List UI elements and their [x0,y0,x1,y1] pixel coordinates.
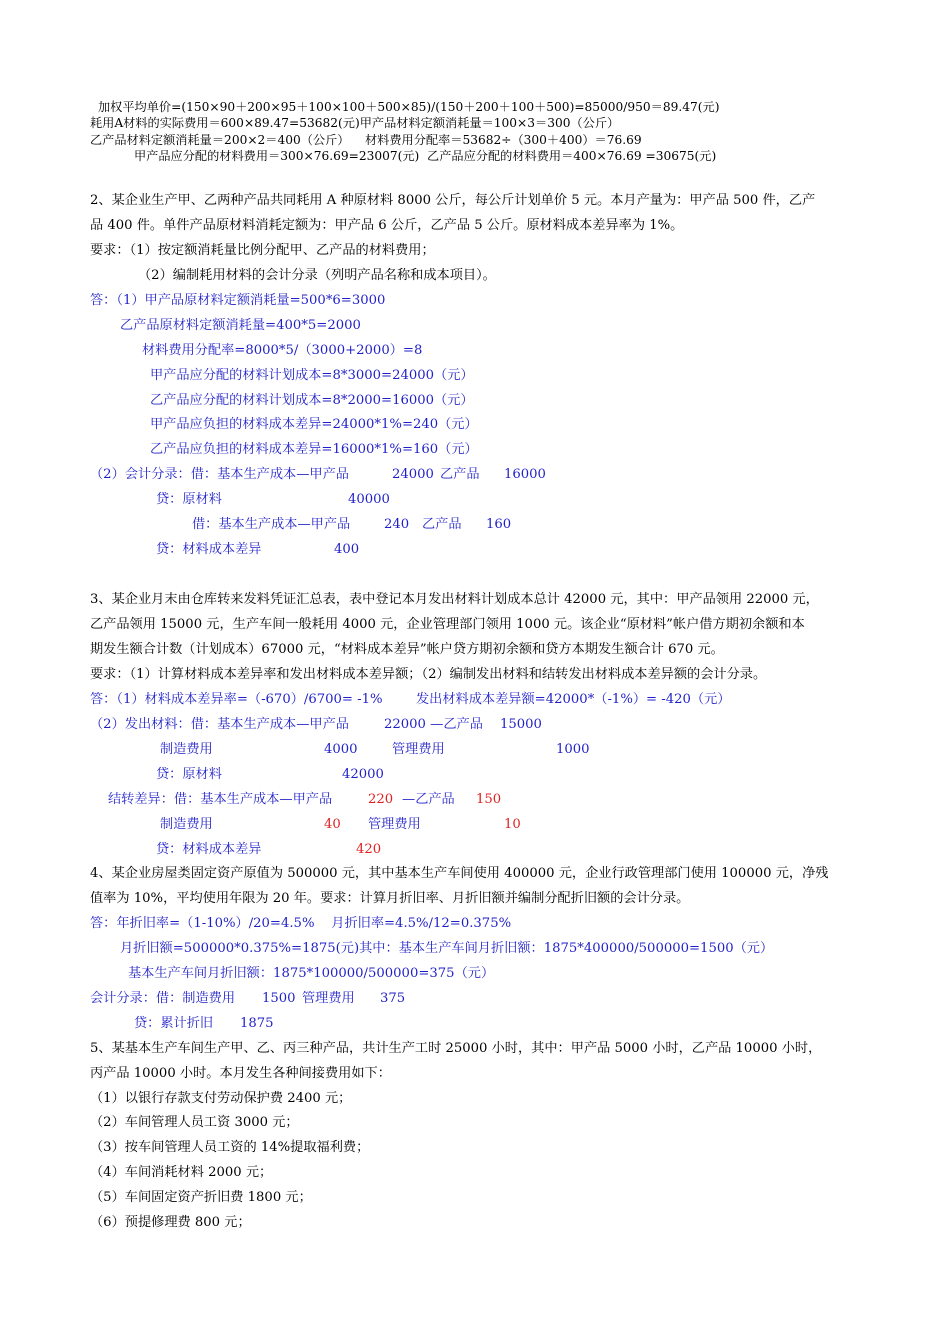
q2-answer-7: 乙产品应负担的材料成本差异=16000*1%=160（元） [150,442,478,457]
q2-text-2: 品 400 件。单件产品原材料消耗定额为：甲产品 6 公斤，乙产品 5 公斤。原材料成本差异率为 1%。 [90,218,684,233]
q2-entry-2-label: 贷：原材料 [156,492,222,507]
q4-answer-4a: 会计分录：借：制造费用 [90,991,236,1006]
q4-answer-5a: 贷：累计折旧 [134,1016,214,1031]
q3-text-1: 3、某企业月末由仓库转来发料凭证汇总表，表中登记本月发出材料计划成本总计 42000 元，其中：甲产品领用 22000 元， [90,592,819,607]
q2-answer-3: 材料费用分配率=8000*5/（3000+2000）=8 [142,343,423,358]
q4-answer-3: 基本生产车间月折旧额：1875*100000/500000=375（元） [128,966,495,981]
q3-answer-1a: 答：（1）材料成本差异率=（-670）/6700= -1% [90,692,383,707]
q2-entry-3-product-b: 乙产品 [422,517,462,532]
q2-answer-6: 甲产品应负担的材料成本差异=24000*1%=240（元） [150,417,478,432]
q2-answer-4: 甲产品应分配的材料计划成本=8*3000=24000（元） [150,368,474,383]
q2-entry-3-amount-b: 160 [486,517,512,532]
q3-answer-4b: 42000 [342,767,384,782]
q5-item-1: （1）以银行存款支付劳动保护费 2400 元； [90,1091,352,1106]
q3-answer-6b: 40 [324,817,341,832]
q2-entry-4-amount: 400 [334,542,360,557]
q3-answer-4a: 贷：原材料 [156,767,222,782]
q3-answer-6d: 10 [504,817,521,832]
q3-answer-3d: 1000 [556,742,590,757]
q4-answer-1: 答：年折旧率=（1-10%）/20=4.5% 月折旧率=4.5%/12=0.375% [90,916,512,931]
q5-text-2: 丙产品 10000 小时。本月发生各种间接费用如下： [90,1066,391,1081]
q3-requirement: 要求：（1）计算材料成本差异率和发出材料成本差异额；（2）编制发出材料和结转发出材料成本差异额的会计分录。 [90,667,767,682]
q4-text-2: 值率为 10%，平均使用年限为 20 年。要求：计算月折旧率、月折旧额并编制分配折旧额的会计分录。 [90,891,690,906]
q2-requirement-1: 要求：（1）按定额消耗量比例分配甲、乙产品的材料费用； [90,243,435,258]
q2-entry-3-amount-a: 240 [384,517,410,532]
q2-entry-3-label: 借：基本生产成本—甲产品 [192,517,351,532]
q3-answer-7a: 贷：材料成本差异 [156,842,262,857]
q3-text-3: 期发生额合计数（计划成本）67000 元，“材料成本差异”帐户贷方期初余额和贷方本期发生额合计 670 元。 [90,642,724,657]
q5-text-1: 5、某基本生产车间生产甲、乙、丙三种产品，共计生产工时 25000 小时，其中：甲产品 5000 小时，乙产品 10000 小时， [90,1041,822,1056]
q2-answer-2: 乙产品原材料定额消耗量=400*5=2000 [120,318,361,333]
q4-answer-2: 月折旧额=500000*0.375%=1875(元)其中：基本生产车间月折旧额：1875*400000/500000=1500（元） [120,941,774,956]
q2-entry-4-label: 贷：材料成本差异 [156,542,262,557]
calc-line-4: 甲产品应分配的材料费用＝300×76.69=23007(元) 乙产品应分配的材料费用＝400×76.69 =30675(元) [134,149,717,163]
q5-item-6: （6）预提修理费 800 元； [90,1215,251,1230]
q2-text-1: 2、某企业生产甲、乙两种产品共同耗用 A 种原材料 8000 公斤，每公斤计划单价 5 元。本月产量为：甲产品 500 件，乙产 [90,193,816,208]
q4-answer-4c: 管理费用 [302,991,355,1006]
q2-entry-1-label: （2）会计分录：借：基本生产成本—甲产品 [90,467,349,482]
q3-answer-2c: 15000 [500,717,542,732]
q2-entry-1-amount-b: 16000 [504,467,546,482]
q4-text-1: 4、某企业房屋类固定资产原值为 500000 元，其中基本生产车间使用 400000 元，企业行政管理部门使用 100000 元，净残 [90,866,829,881]
q2-answer-5: 乙产品应分配的材料计划成本=8*2000=16000（元） [150,393,474,408]
q2-entry-2-amount: 40000 [348,492,390,507]
q5-item-4: （4）车间消耗材料 2000 元； [90,1165,273,1180]
q3-answer-7b: 420 [356,842,382,857]
q3-answer-3c: 管理费用 [392,742,445,757]
q2-entry-1-amount-a: 24000 [392,467,434,482]
q4-answer-5b: 1875 [240,1016,274,1031]
q5-item-2: （2）车间管理人员工资 3000 元； [90,1115,299,1130]
q3-answer-5d: 150 [476,792,502,807]
q2-entry-1-product-b: 乙产品 [440,467,480,482]
q2-requirement-2: （2）编制耗用材料的会计分录（列明产品名称和成本项目）。 [138,268,496,283]
q3-answer-1b: 发出材料成本差异额=42000*（-1%）= -420（元） [416,692,731,707]
q3-answer-5a: 结转差异：借：基本生产成本—甲产品 [108,792,333,807]
q3-answer-3a: 制造费用 [160,742,213,757]
q4-answer-4b: 1500 [262,991,296,1006]
q4-answer-4d: 375 [380,991,406,1006]
calc-line-2: 耗用A材料的实际费用＝600×89.47=53682(元)甲产品材料定额消耗量＝100×3＝300（公斤） [90,116,620,130]
q5-item-3: （3）按车间管理人员工资的 14%提取福利费； [90,1140,370,1155]
q3-answer-6a: 制造费用 [160,817,213,832]
calc-line-1: 加权平均单价=(150×90＋200×95＋100×100＋500×85)/(150＋200＋100＋500)=85000/950＝89.47(元) [98,100,720,114]
q3-answer-6c: 管理费用 [368,817,421,832]
q3-text-2: 乙产品领用 15000 元，生产车间一般耗用 4000 元，企业管理部门领用 1000 元。该企业“原材料”帐户借方期初余额和本 [90,617,805,632]
q3-answer-5c: —乙产品 [402,792,455,807]
q3-answer-5b: 220 [368,792,394,807]
calc-line-3: 乙产品材料定额消耗量＝200×2＝400（公斤） 材料费用分配率＝53682÷（300＋400）＝76.69 [90,133,642,147]
q2-answer-1: 答：（1）甲产品原材料定额消耗量=500*6=3000 [90,293,386,308]
q5-item-5: （5）车间固定资产折旧费 1800 元； [90,1190,312,1205]
q3-answer-2b: 22000 —乙产品 [384,717,483,732]
q3-answer-3b: 4000 [324,742,358,757]
q3-answer-2a: （2）发出材料：借：基本生产成本—甲产品 [90,717,349,732]
